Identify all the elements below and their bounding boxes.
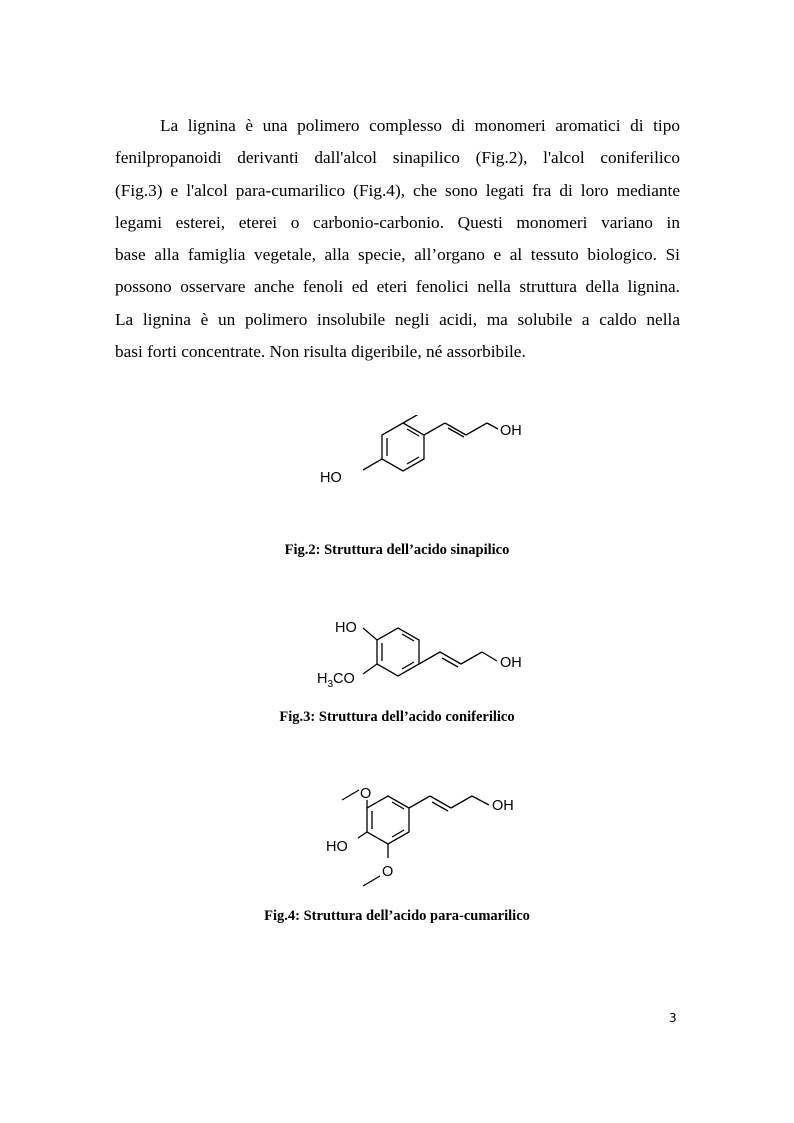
molecule-diagram — [315, 612, 530, 690]
bond-lines — [363, 415, 498, 471]
hydroxyl-label: OH — [500, 655, 522, 671]
bond-lines — [363, 628, 497, 676]
figure-3-structure — [315, 612, 530, 690]
paragraph-line: (Fig.3) e l'alcol para-cumarilico (Fig.4), che sono legati fra di loro mediante — [115, 180, 680, 200]
paragraph-line: fenilpropanoidi derivanti dall'alcol sinapilico (Fig.2), l'alcol coniferilico — [115, 148, 680, 168]
page-number: 3 — [669, 1011, 677, 1025]
molecule-diagram — [318, 415, 523, 490]
paragraph-line: base alla famiglia vegetale, alla specie, all’organo e al tessuto biologico. Si — [115, 245, 680, 265]
figure-4-structure — [314, 778, 526, 890]
hydroxyl-label: HO — [335, 620, 357, 636]
figure-3-caption — [0, 709, 794, 726]
paragraph-line: La lignina è un polimero insolubile negli acidi, ma solubile a caldo nella — [115, 309, 680, 329]
body-paragraph — [115, 110, 680, 368]
oxygen-label: O — [360, 786, 372, 802]
caption-text: Struttura dell’acido para-cumarilico — [299, 908, 530, 924]
caption-label: Fig.4: — [264, 908, 300, 924]
figure-4-caption — [0, 908, 794, 925]
paragraph-line: legami esterei, eterei o carbonio-carbonio. Questi monomeri variano in — [115, 212, 680, 232]
molecule-diagram — [314, 778, 526, 890]
hydroxyl-label: OH — [492, 798, 514, 814]
figure-2-caption — [0, 542, 794, 559]
bond-lines — [342, 790, 489, 886]
paragraph-line: basi forti concentrate. Non risulta digeribile, né assorbibile. — [115, 342, 526, 362]
caption-text: Struttura dell’acido sinapilico — [320, 542, 510, 558]
hydroxyl-label: HO — [320, 470, 342, 486]
hydroxyl-label: HO — [326, 839, 348, 855]
caption-text: Struttura dell’acido coniferilico — [315, 709, 515, 725]
oxygen-label: O — [382, 864, 394, 880]
figure-2-structure — [318, 415, 523, 490]
methoxy-label: $H_3CO$ — [317, 671, 355, 690]
caption-label: Fig.2: — [284, 542, 321, 558]
paragraph-line: La lignina è una polimero complesso di monomeri aromatici di tipo — [160, 116, 680, 135]
hydroxyl-label: OH — [500, 423, 522, 439]
caption-label: Fig.3: — [279, 709, 316, 725]
paragraph-line: possono osservare anche fenoli ed eteri fenolici nella struttura della lignina. — [115, 277, 680, 297]
